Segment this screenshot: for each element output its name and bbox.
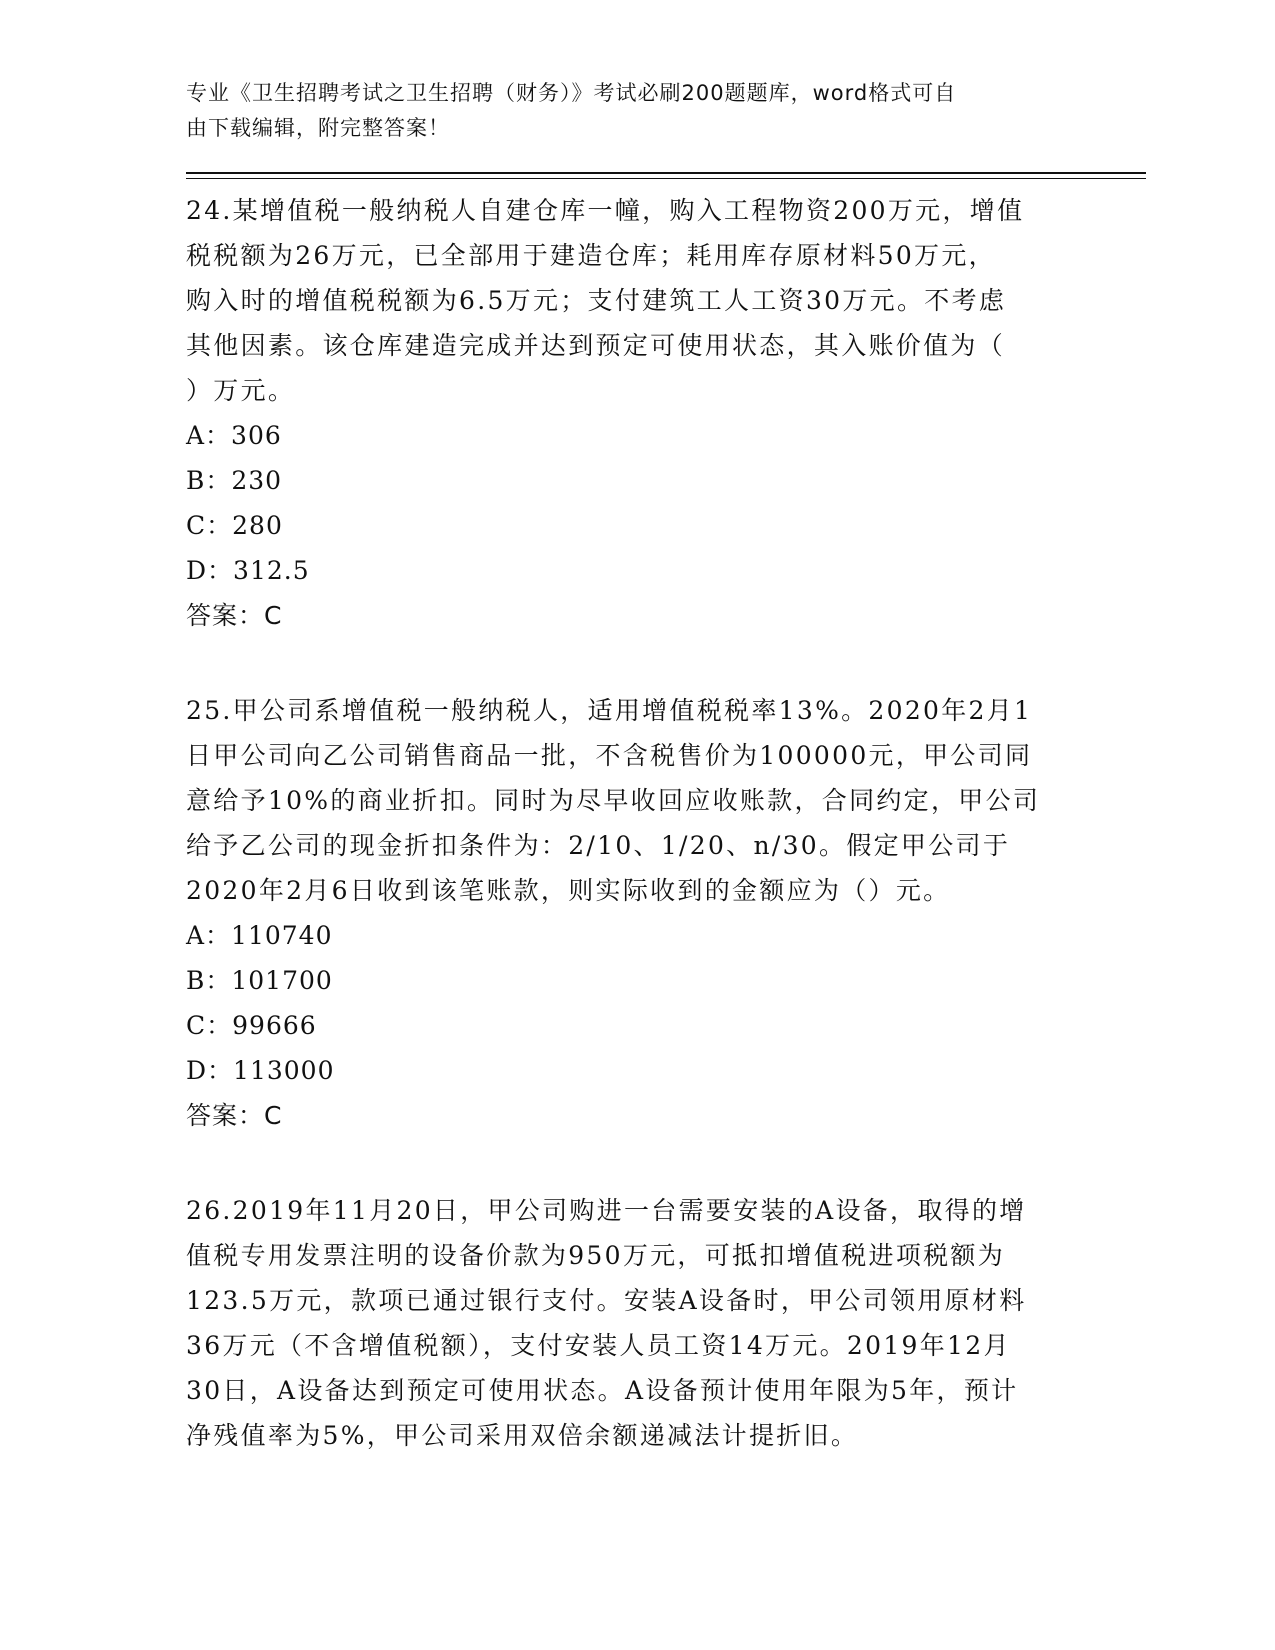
stem-line: 24.某增值税一般纳税人自建仓库一幢，购入工程物资200万元，增值	[186, 196, 1025, 225]
stem-line: ）万元。	[186, 376, 296, 405]
stem-line: 30日，A设备达到预定可使用状态。A设备预计使用年限为5年，预计	[186, 1376, 1019, 1405]
option-b: B：230	[186, 466, 283, 495]
answer-label: 答案：C	[186, 601, 283, 630]
stem-line: 税税额为26万元，已全部用于建造仓库；耗用库存原材料50万元，	[186, 241, 996, 270]
stem-line: 26.2019年11月20日，甲公司购进一台需要安装的A设备，取得的增	[186, 1196, 1027, 1225]
stem-line: 日甲公司向乙公司销售商品一批，不含税售价为100000元，甲公司同	[186, 741, 1033, 770]
header-divider-thin	[186, 178, 1146, 179]
stem-line: 购入时的增值税税额为6.5万元；支付建筑工人工资30万元。不考虑	[186, 286, 1007, 315]
stem-line: 给予乙公司的现金折扣条件为：2/10、1/20、n/30。假定甲公司于	[186, 831, 1011, 860]
stem-line: 其他因素。该仓库建造完成并达到预定可使用状态，其入账价值为（	[186, 331, 1006, 360]
header-line-2: 由下载编辑，附完整答案！	[186, 116, 450, 140]
option-c: C：280	[186, 511, 283, 540]
question-list	[186, 188, 1086, 1508]
question-stem	[186, 1188, 1086, 1458]
stem-line: 值税专用发票注明的设备价款为950万元，可抵扣增值税进项税额为	[186, 1241, 1006, 1270]
option-b: B：101700	[186, 966, 333, 995]
option-list	[186, 913, 1086, 1093]
option-d: D：312.5	[186, 556, 310, 585]
question-26	[186, 1188, 1086, 1458]
stem-line: 2020年2月6日收到该笔账款，则实际收到的金额应为（）元。	[186, 876, 951, 905]
question-stem	[186, 688, 1086, 913]
header-divider-thick	[186, 172, 1146, 174]
option-list	[186, 413, 1086, 593]
option-d: D：113000	[186, 1056, 335, 1085]
option-a: A：306	[186, 421, 282, 450]
option-c: C：99666	[186, 1011, 317, 1040]
option-a: A：110740	[186, 921, 333, 950]
question-stem	[186, 188, 1086, 413]
header-line-1: 专业《卫生招聘考试之卫生招聘（财务）》考试必刷200题题库，word格式可自	[186, 81, 957, 105]
stem-line: 25.甲公司系增值税一般纳税人，适用增值税税率13%。2020年2月1	[186, 696, 1033, 725]
stem-line: 意给予10%的商业折扣。同时为尽早收回应收账款，合同约定，甲公司	[186, 786, 1041, 815]
question-24	[186, 188, 1086, 638]
stem-line: 123.5万元，款项已通过银行支付。安装A设备时，甲公司领用原材料	[186, 1286, 1027, 1315]
stem-line: 36万元（不含增值税额），支付安装人员工资14万元。2019年12月	[186, 1331, 1011, 1360]
stem-line: 净残值率为5%，甲公司采用双倍余额递减法计提折旧。	[186, 1421, 859, 1450]
document-header	[186, 76, 1066, 146]
question-25	[186, 688, 1086, 1138]
answer-label: 答案：C	[186, 1101, 283, 1130]
